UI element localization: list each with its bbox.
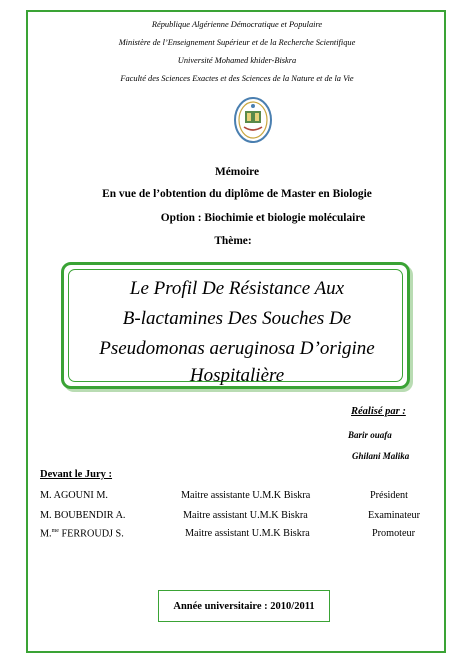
ministry-line: Ministère de l’Enseignement Supérieur et de la Recherche Scientifique <box>118 38 356 47</box>
jury-member-role: Maitre assistant U.M.K Biskra <box>183 510 308 521</box>
jury-member-function: Promoteur <box>372 528 416 539</box>
jury-member-name: M. BOUBENDIR A. <box>40 510 126 521</box>
theme-label: Thème: <box>214 235 252 247</box>
degree-purpose: En vue de l’obtention du diplôme de Master en Biologie <box>102 188 372 200</box>
jury-member-role: Maitre assistante U.M.K Biskra <box>181 490 311 501</box>
jury-member-function: Examinateur <box>368 510 421 521</box>
jury-member-name: M. AGOUNI M. <box>40 490 108 501</box>
author-name: Ghilani Malika <box>352 451 410 461</box>
jury-member-function: Président <box>370 490 408 501</box>
jury-member-role: Maitre assistant U.M.K Biskra <box>185 528 310 539</box>
title-line-2: B-lactamines Des Souches De <box>122 308 352 329</box>
republic-line: République Algérienne Démocratique et Populaire <box>151 20 323 29</box>
university-seal-icon <box>233 96 273 144</box>
jury-member-name <box>40 528 124 539</box>
faculty-line: Faculté des Sciences Exactes et des Sciences de la Nature et de la Vie <box>120 74 354 83</box>
jury-name-rest: FERROUDJ S. <box>61 528 124 540</box>
jury-label: Devant le Jury : <box>40 469 113 480</box>
academic-year-text: Année universitaire : 2010/2011 <box>173 600 315 612</box>
academic-year-box <box>158 590 330 622</box>
title-line-1: Le Profil De Résistance Aux <box>129 278 345 299</box>
university-line: Université Mohamed khider-Biskra <box>177 56 297 65</box>
jury-name-prefix: M. <box>40 528 52 540</box>
memoire-label: Mémoire <box>214 166 260 178</box>
author-name: Barir ouafa <box>348 430 392 440</box>
authors-label: Réalisé par : <box>351 406 406 417</box>
title-line-3: Pseudomonas aeruginosa D’origine <box>99 338 375 359</box>
option-line: Option : Biochimie et biologie moléculaire <box>160 212 366 224</box>
jury-name-superscript: me <box>51 528 59 534</box>
title-line-4: Hospitalière <box>189 365 285 386</box>
